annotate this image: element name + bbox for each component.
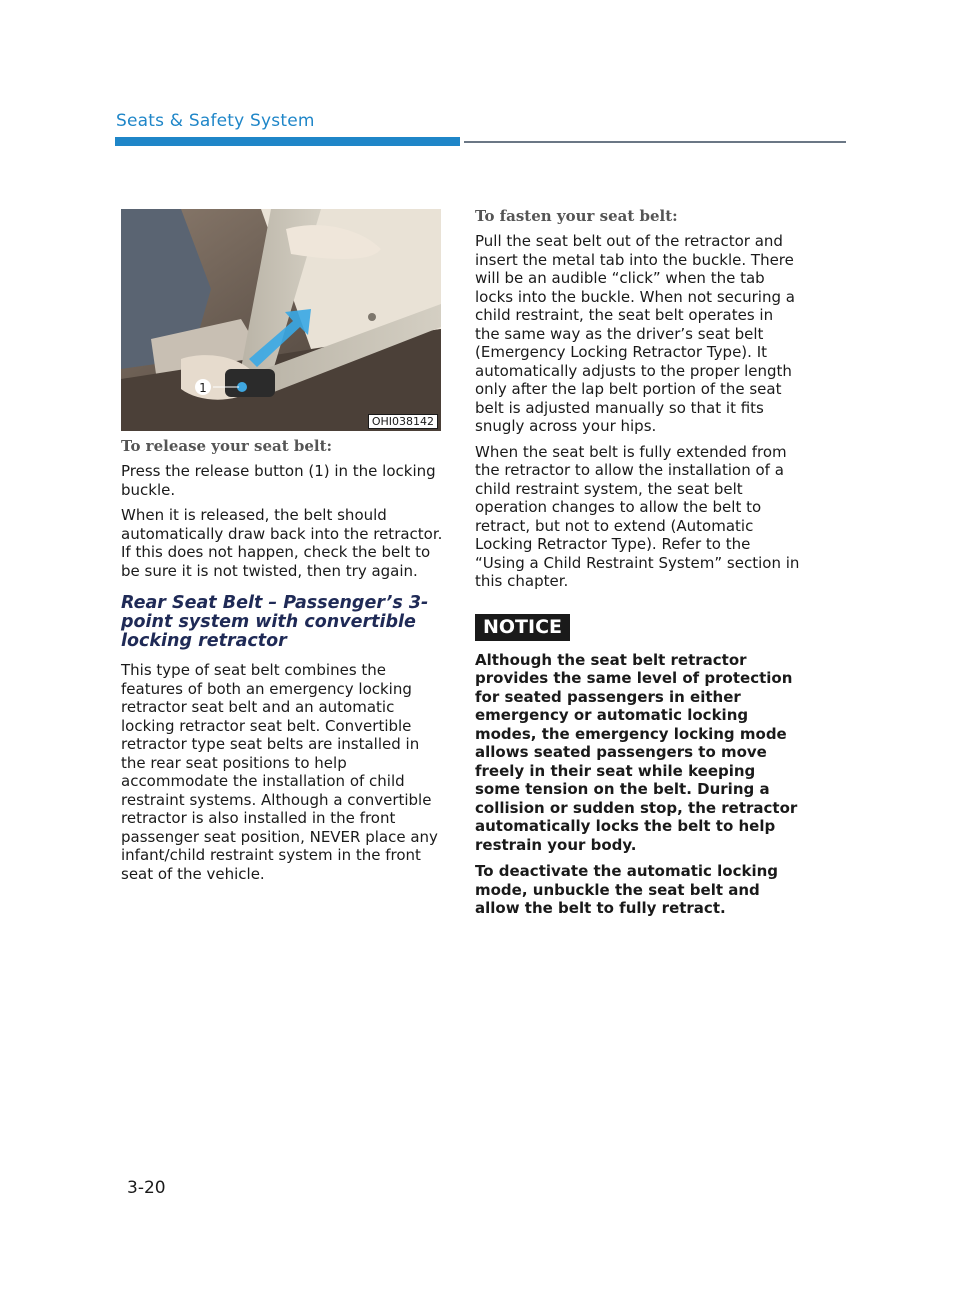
release-subheading: To release your seat belt: <box>121 437 333 455</box>
page-number: 3-20 <box>127 1178 166 1198</box>
release-paragraph-1: Press the release button (1) in the locking buckle. <box>121 462 436 499</box>
figure-code: OHI038142 <box>368 414 438 429</box>
header-rule <box>464 141 846 143</box>
seat-belt-release-figure <box>121 209 441 431</box>
header-rule-accent <box>115 137 460 146</box>
callout-1: 1 <box>199 381 207 395</box>
release-paragraph-2: When it is released, the belt should automatically draw back into the retractor. If this does not happen, check the belt to be sure it is not twisted, then try again. <box>121 506 443 580</box>
seat-belt-photo <box>121 209 441 431</box>
right-column <box>475 207 800 926</box>
rear-seat-belt-paragraph: This type of seat belt combines the features of both an emergency locking retractor seat belt and an automatic locking retractor seat belt. Convertible retractor type seat belts are installed in the rear seat positions to help accommodate the installation of child restraint systems. Although a convertible retractor is also installed in the front passenger seat position, NEVER place any infant/child restraint system in the front seat of the vehicle. <box>121 661 438 883</box>
notice-paragraph-1: Although the seat belt retractor provides the same level of protection for seated passengers in either emergency or automatic locking modes, the emergency locking mode allows seated passengers to move freely in their seat while keeping some tension on the belt. During a collision or sudden stop, the retractor automatically locks the belt to help restrain your body. <box>475 650 798 854</box>
fasten-paragraph-2: When the seat belt is fully extended from the retractor to allow the installation of a child restraint system, the seat belt operation changes to allow the belt to retract, but not to extend (Automatic Locking Retractor Type). Refer to the “Using a Child Restraint System” section in this chapter. <box>475 442 800 590</box>
rear-seat-belt-heading: Rear Seat Belt – Passenger’s 3-point system with convertible locking retractor <box>121 593 429 651</box>
notice-paragraph-2: To deactivate the automatic locking mode, unbuckle the seat belt and allow the belt to fully retract. <box>475 862 779 917</box>
fasten-paragraph-1: Pull the seat belt out of the retractor and insert the metal tab into the buckle. There will be an audible “click” when the tab locks into the buckle. When not securing a child restraint, the seat belt operates in the same way as the driver’s seat belt (Emergency Locking Retractor Type). It automatically adjusts to the proper length only after the lap belt portion of the seat belt is adjusted manually so that it fits snugly across your hips. <box>475 232 795 435</box>
fasten-subheading: To fasten your seat belt: <box>475 207 678 225</box>
left-column <box>121 437 443 890</box>
notice-badge: NOTICE <box>475 614 570 641</box>
section-title: Seats & Safety System <box>116 111 315 131</box>
